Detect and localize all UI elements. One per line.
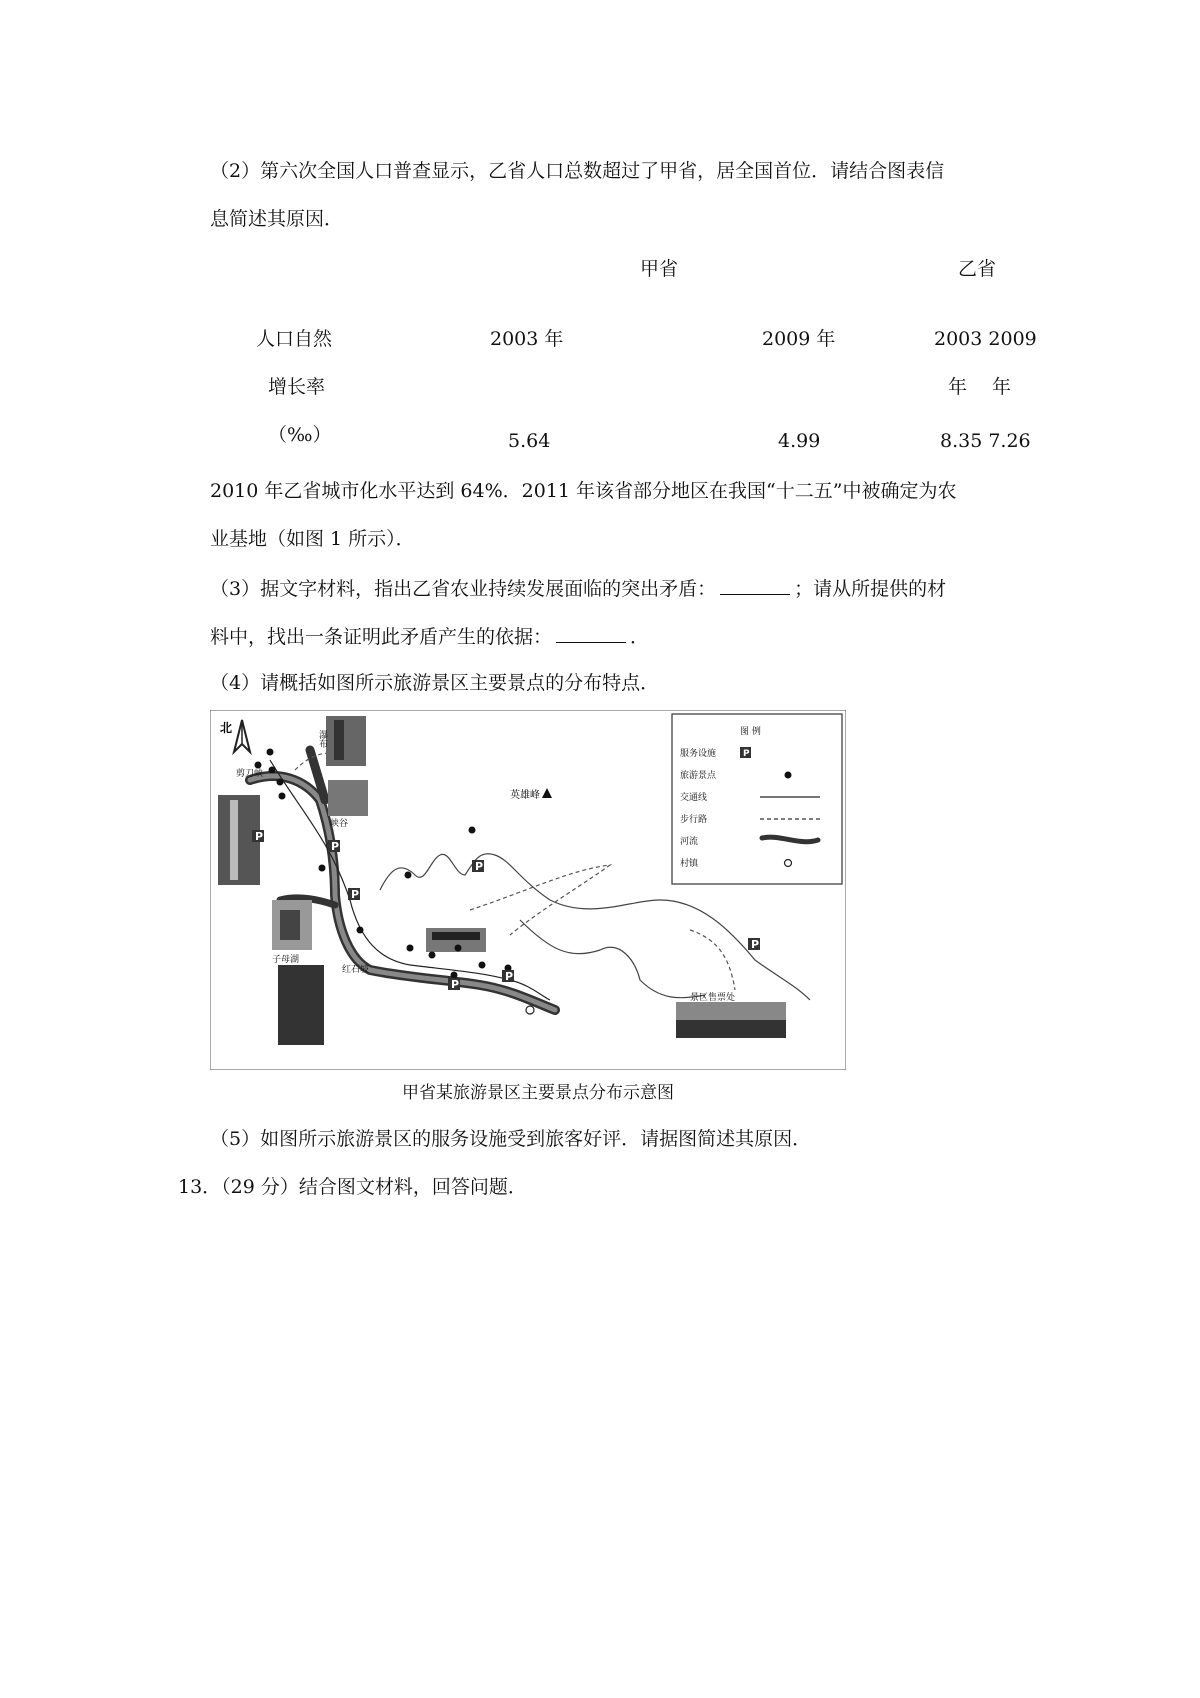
q3-line1 [210,574,946,602]
label-canyon: 峡谷 [330,819,349,829]
answer-blank-1[interactable] [720,574,790,595]
svg-text:图 例: 图 例 [740,727,761,737]
scenic-area-map [210,710,846,1070]
table-row-label-3: （‰） [268,424,332,446]
north-label: 北 [220,721,233,735]
map-legend [672,714,842,884]
q3-line2-a: 料中，找出一条证明此矛盾产生的依据： [210,626,553,648]
service-P-2: P [331,840,340,853]
q3-line1-a: （3）据文字材料，指出乙省农业持续发展面临的突出矛盾： [210,578,717,600]
svg-text:旅游景点: 旅游景点 [680,771,717,781]
label-slope: 红石坡 [342,965,370,975]
table-value-a-2009: 4.99 [778,430,821,452]
service-P-7: P [751,938,760,951]
map-caption: 甲省某旅游景区主要景点分布示意图 [402,1083,674,1103]
answer-blank-2[interactable] [556,622,626,643]
svg-text:河流: 河流 [680,837,699,847]
q4: （4）请概括如图所示旅游景区主要景点的分布特点． [210,672,660,694]
q3-line1-b: ；请从所提供的材 [794,578,947,600]
table-b-years-2: 年 年 [948,376,1012,398]
svg-text:交通线: 交通线 [680,793,708,803]
label-lake: 子母湖 [272,955,300,965]
q2-line2: 息简述其原因． [210,208,344,230]
q3-line2 [210,622,649,650]
table-header-province-a: 甲省 [640,258,679,280]
table-header-province-b: 乙省 [958,258,997,280]
table-row-label-2: 增长率 [268,376,326,398]
peak-label: 英雄峰 [510,790,540,801]
service-P-1: P [255,830,264,843]
table-row-label-1: 人口自然 [256,328,333,350]
service-P-3: P [351,888,360,901]
label-waterfall: 瀑布 [317,730,327,748]
svg-text:服务设施: 服务设施 [680,749,717,759]
table-value-b: 8.35 7.26 [940,430,1031,452]
service-P-4: P [475,860,484,873]
svg-text:步行路: 步行路 [680,815,708,825]
svg-text:村镇: 村镇 [680,859,699,869]
table-b-years-1: 2003 2009 [934,328,1037,350]
table-value-a-2003: 5.64 [508,430,551,452]
q13: 13．（29 分）结合图文材料，回答问题． [178,1176,527,1198]
service-P-6: P [505,970,514,983]
text-2010-line2: 业基地（如图 1 所示）． [210,528,415,550]
label-entrance: 景区售票处 [690,993,736,1003]
svg-text:P: P [743,749,750,759]
text-2010-line1: 2010 年乙省城市化水平达到 64%．2011 年该省部分地区在我国“十二五”中被确定为农 [210,480,957,502]
q3-line2-b: ． [630,626,650,648]
table-a-2003: 2003 年 [490,328,564,350]
label-gorge: 剪刀峡 [236,769,264,779]
q5: （5）如图所示旅游景区的服务设施受到旅客好评．请据图简述其原因． [210,1128,812,1150]
table-a-2009: 2009 年 [762,328,836,350]
village-marker [526,1006,534,1014]
service-P-5: P [451,978,460,991]
q2-line1: （2）第六次全国人口普查显示，乙省人口总数超过了甲省，居全国首位．请结合图表信 [210,160,945,182]
